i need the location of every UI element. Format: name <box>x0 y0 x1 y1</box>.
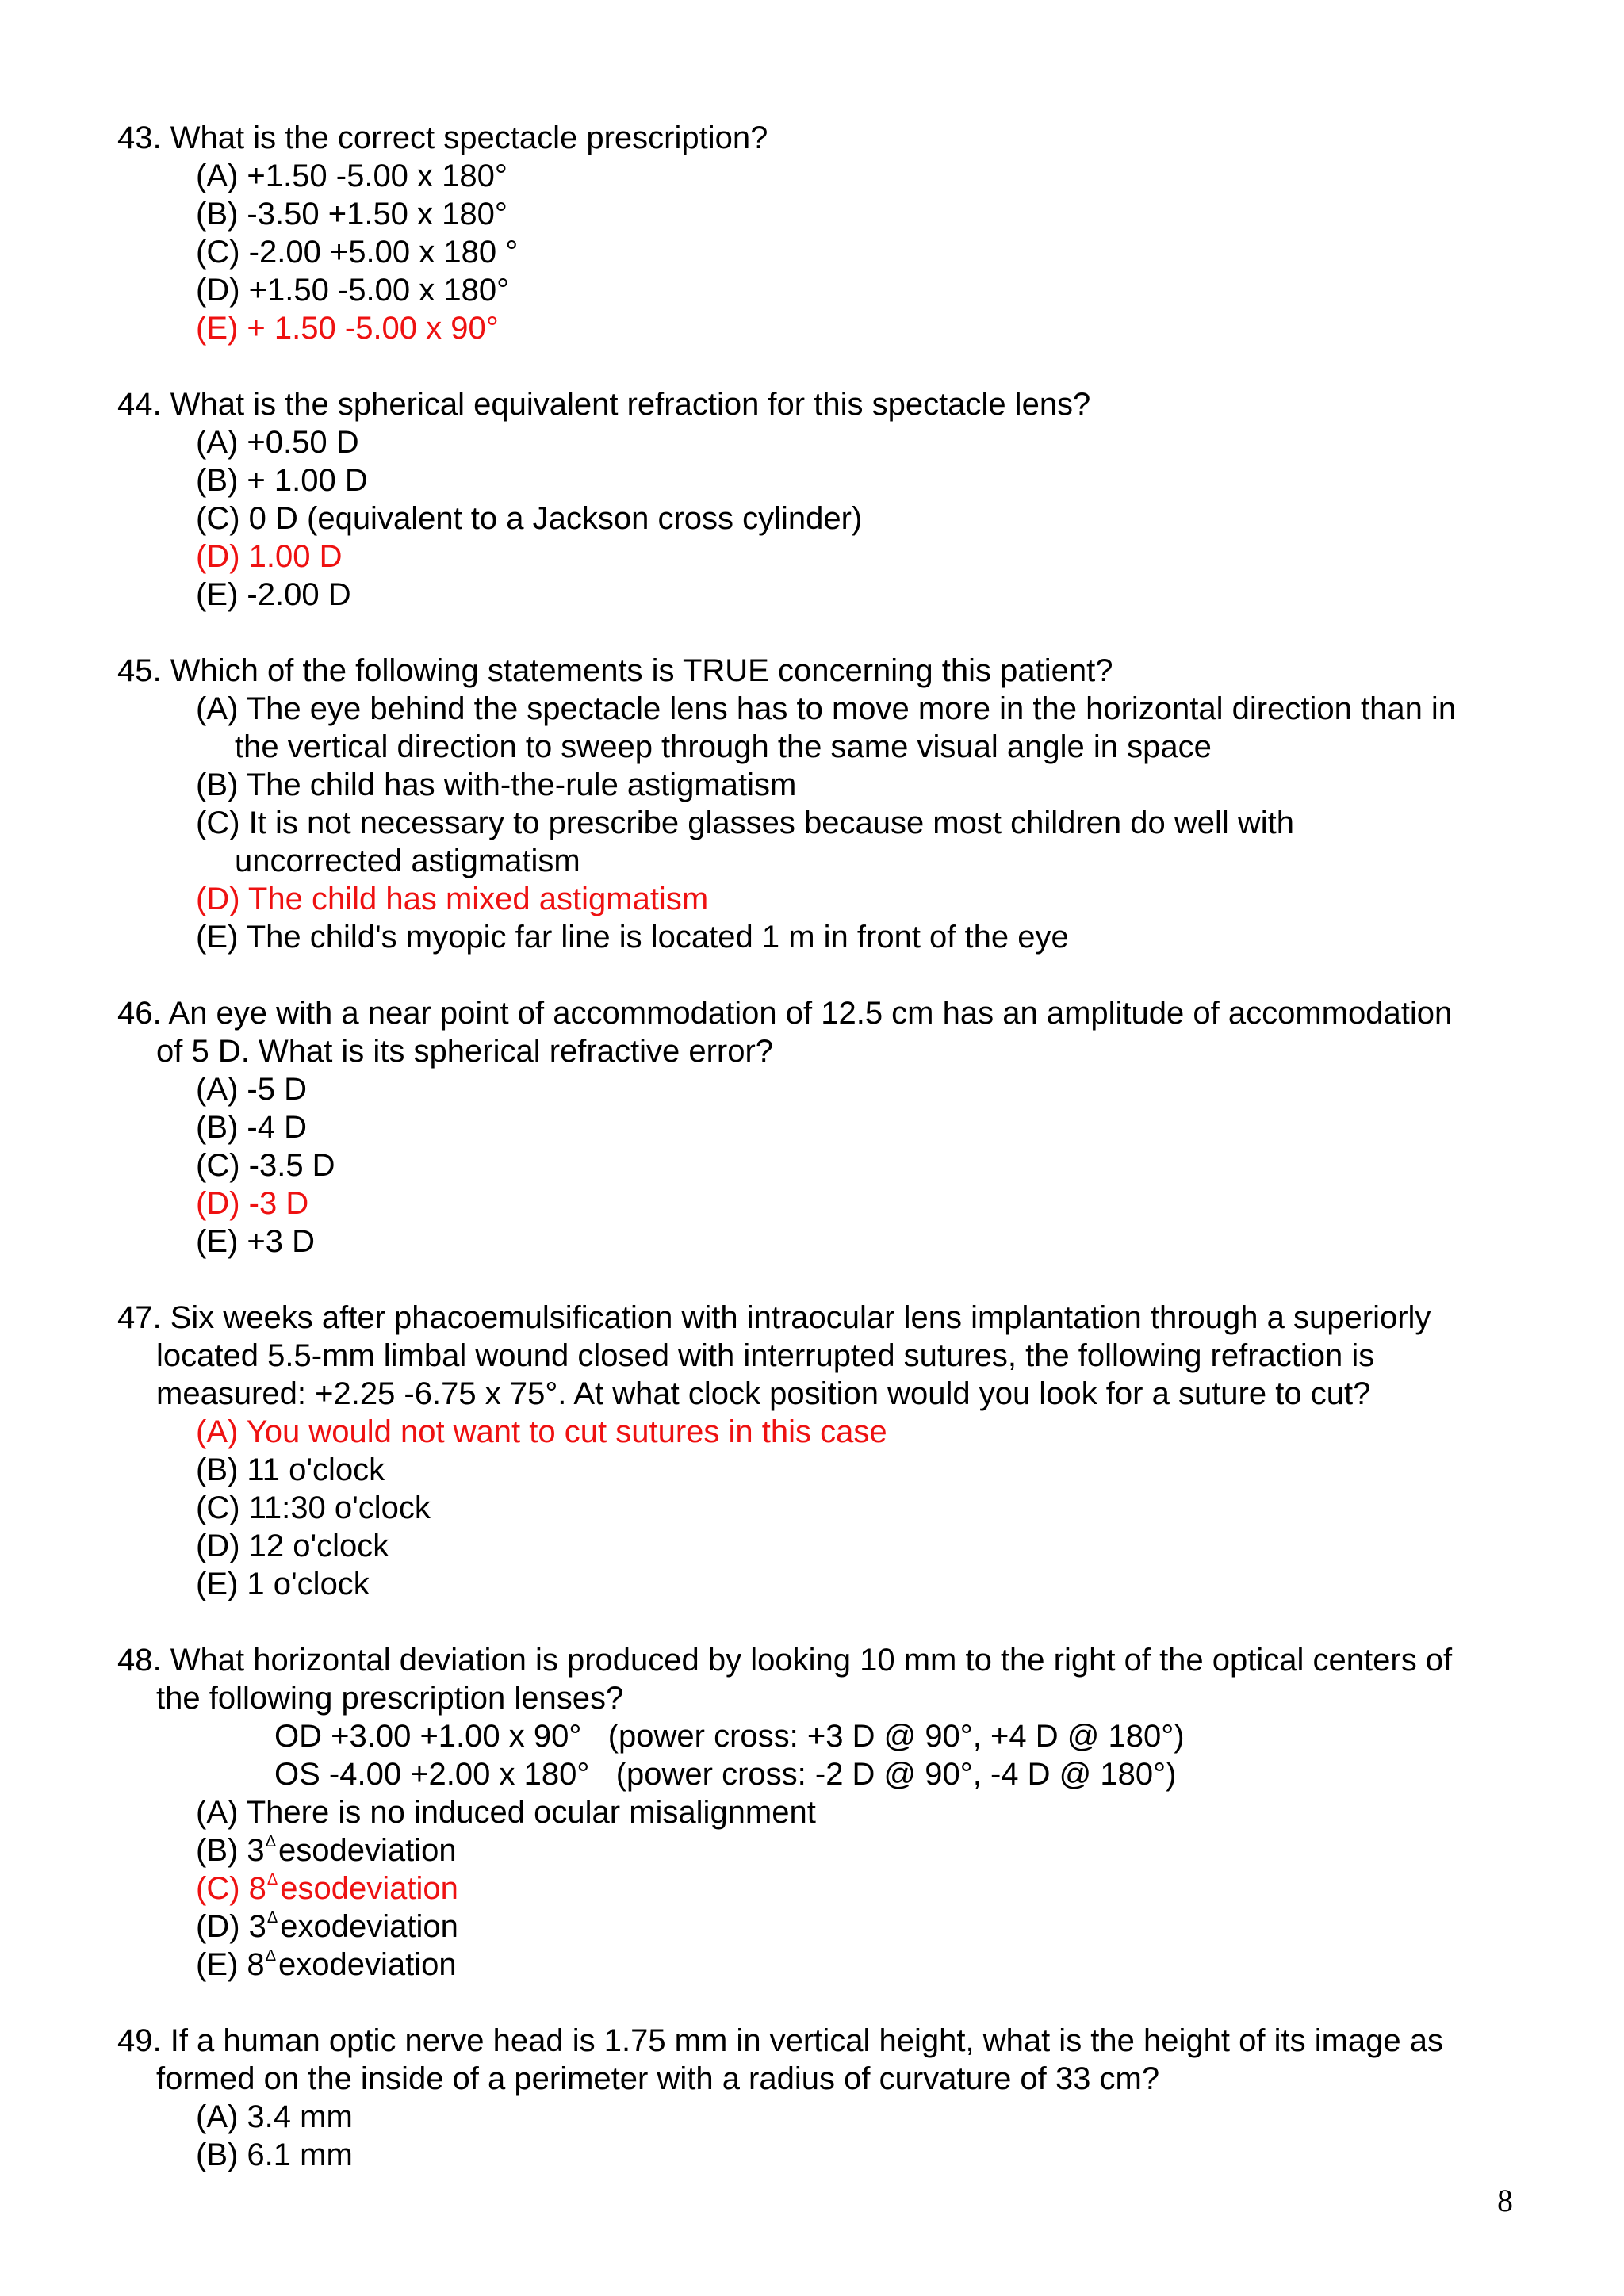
question-48-stem-continued: the following prescription lenses? <box>156 1681 624 1716</box>
question-49-stem-continued: formed on the inside of a perimeter with a radius of curvature of 33 cm? <box>156 2061 1160 2096</box>
q48-option-c-value: (C) 8 <box>196 1871 266 1906</box>
q46-option-d-answer: (D) -3 D <box>196 1186 309 1221</box>
question-49-stem: 49. If a human optic nerve head is 1.75 mm in vertical height, what is the height of its image as <box>117 2023 1444 2058</box>
question-47-stem: 47. Six weeks after phacoemulsification with intraocular lens implantation through a superiorly <box>117 1300 1431 1335</box>
q43-option-e-answer: (E) + 1.50 -5.00 x 90° <box>196 311 499 346</box>
q43-option-a: (A) +1.50 -5.00 x 180° <box>196 159 508 193</box>
question-48-stem: 48. What horizontal deviation is produced by looking 10 mm to the right of the optical centers of <box>117 1643 1453 1678</box>
q48-option-e-label: exodeviation <box>278 1947 457 1982</box>
q43-option-c: (C) -2.00 +5.00 x 180 ° <box>196 235 519 270</box>
question-44-stem: 44. What is the spherical equivalent refraction for this spectacle lens? <box>117 387 1091 422</box>
q48-option-d-label: exodeviation <box>280 1909 458 1944</box>
q48-option-d <box>196 1908 458 1951</box>
q44-option-c: (C) 0 D (equivalent to a Jackson cross cylinder) <box>196 501 863 536</box>
q45-option-b: (B) The child has with-the-rule astigmatism <box>196 767 797 802</box>
q46-option-e: (E) +3 D <box>196 1224 316 1259</box>
q49-option-a: (A) 3.4 mm <box>196 2099 353 2134</box>
q43-option-d: (D) +1.50 -5.00 x 180° <box>196 273 510 308</box>
q49-option-b: (B) 6.1 mm <box>196 2137 353 2172</box>
page-number: 8 <box>1497 2183 1513 2218</box>
q47-option-b: (B) 11 o'clock <box>196 1452 385 1487</box>
q45-option-a: (A) The eye behind the spectacle lens has to move more in the horizontal direction than in <box>196 691 1457 726</box>
question-45-stem: 45. Which of the following statements is TRUE concerning this patient? <box>117 653 1113 688</box>
question-46-stem-continued: of 5 D. What is its spherical refractive error? <box>156 1034 774 1069</box>
q44-option-a: (A) +0.50 D <box>196 425 359 460</box>
q47-option-a-answer: (A) You would not want to cut sutures in this case <box>196 1414 887 1449</box>
question-47-stem-line-3: measured: +2.25 -6.75 x 75°. At what clock position would you look for a suture to cut? <box>156 1376 1371 1411</box>
q44-option-e: (E) -2.00 D <box>196 577 351 612</box>
q48-prescription-od: OD +3.00 +1.00 x 90° (power cross: +3 D @ 90°, +4 D @ 180°) <box>274 1719 1185 1754</box>
q46-option-a: (A) -5 D <box>196 1072 307 1107</box>
q47-option-c: (C) 11:30 o'clock <box>196 1490 431 1525</box>
q47-option-e: (E) 1 o'clock <box>196 1567 370 1601</box>
q44-option-d-answer: (D) 1.00 D <box>196 539 343 574</box>
prism-diopter-symbol: Δ <box>266 1871 278 1888</box>
prism-diopter-symbol: Δ <box>265 1947 277 1965</box>
q45-option-c: (C) It is not necessary to prescribe glasses because most children do well with <box>196 806 1295 840</box>
prism-diopter-symbol: Δ <box>266 1909 278 1927</box>
q48-prescription-os: OS -4.00 +2.00 x 180° (power cross: -2 D @ 90°, -4 D @ 180°) <box>274 1757 1177 1792</box>
q48-option-e-value: (E) 8 <box>196 1947 265 1982</box>
question-47-stem-line-2: located 5.5-mm limbal wound closed with interrupted sutures, the following refraction is <box>156 1338 1375 1373</box>
question-46-stem: 46. An eye with a near point of accommodation of 12.5 cm has an amplitude of accommodation <box>117 996 1453 1031</box>
q48-option-c-label: esodeviation <box>280 1871 458 1906</box>
q48-option-a: (A) There is no induced ocular misalignment <box>196 1795 816 1830</box>
q43-option-b: (B) -3.50 +1.50 x 180° <box>196 197 508 232</box>
q48-option-b <box>196 1831 457 1875</box>
q44-option-b: (B) + 1.00 D <box>196 463 368 498</box>
q48-option-b-value: (B) 3 <box>196 1833 265 1868</box>
prism-diopter-symbol: Δ <box>265 1833 277 1850</box>
q45-option-d-answer: (D) The child has mixed astigmatism <box>196 882 709 916</box>
q48-option-c-answer <box>196 1869 458 1913</box>
q47-option-d: (D) 12 o'clock <box>196 1529 389 1563</box>
question-43-stem: 43. What is the correct spectacle prescription? <box>117 121 768 155</box>
q48-option-e <box>196 1946 457 1989</box>
q46-option-b: (B) -4 D <box>196 1110 307 1145</box>
q45-option-c-continued: uncorrected astigmatism <box>235 844 580 878</box>
q48-option-d-value: (D) 3 <box>196 1909 266 1944</box>
q45-option-a-continued: the vertical direction to sweep through the same visual angle in space <box>235 729 1212 764</box>
q48-option-b-label: esodeviation <box>278 1833 457 1868</box>
q45-option-e: (E) The child's myopic far line is located 1 m in front of the eye <box>196 920 1069 955</box>
q46-option-c: (C) -3.5 D <box>196 1148 335 1183</box>
